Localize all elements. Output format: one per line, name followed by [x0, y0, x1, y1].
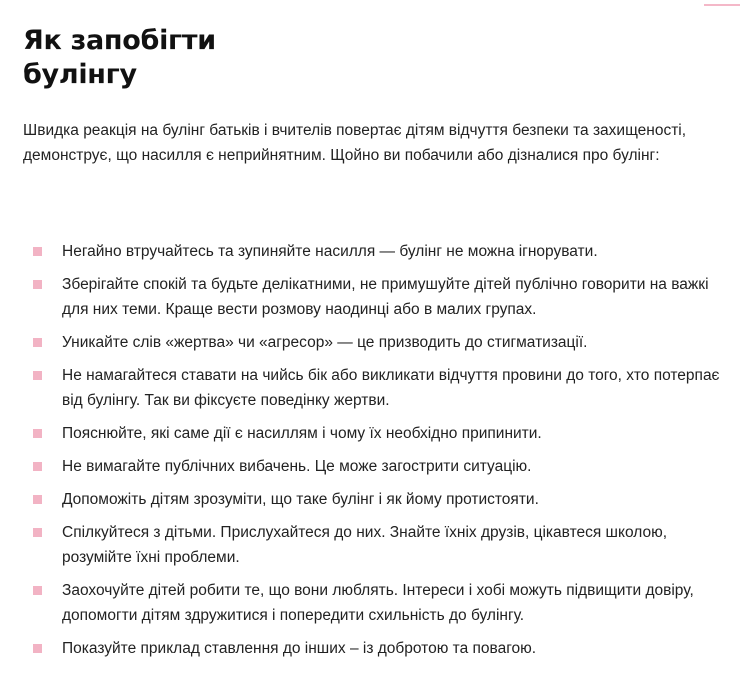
tip-item — [23, 272, 723, 322]
square-bullet-icon — [33, 280, 42, 289]
square-bullet-icon — [33, 495, 42, 504]
square-bullet-icon — [33, 338, 42, 347]
square-bullet-icon — [33, 429, 42, 438]
tips-list — [23, 239, 723, 669]
tip-item — [23, 454, 723, 479]
tip-text: Уникайте слів «жертва» чи «агресор» — це призводить до стигматизації. — [62, 334, 588, 351]
tip-item — [23, 578, 723, 628]
tip-item — [23, 520, 723, 570]
intro-paragraph: Швидка реакція на булінг батьків і вчителів повертає дітям відчуття безпеки та захищеності, демонструє, що насилля є неприйнятним. Щойно ви побачили або дізналися про булінг: — [23, 122, 687, 164]
square-bullet-icon — [33, 586, 42, 595]
top-accent-line — [704, 4, 740, 6]
tip-text: Пояснюйте, які саме дії є насиллям і чому їх необхідно припинити. — [62, 425, 542, 442]
page-title-line-2: булінгу — [23, 59, 137, 90]
page-title-line-1: Як запобігти — [23, 25, 216, 56]
tip-item — [23, 363, 723, 413]
tip-text: Не вимагайте публічних вибачень. Це може загострити ситуацію. — [62, 458, 532, 475]
square-bullet-icon — [33, 462, 42, 471]
square-bullet-icon — [33, 247, 42, 256]
tip-text: Допоможіть дітям зрозуміти, що таке булінг і як йому протистояти. — [62, 491, 539, 508]
page-title — [23, 24, 423, 92]
tip-text: Заохочуйте дітей робити те, що вони люблять. Інтереси і хобі можуть підвищити довіру, допомогти дітям здружитися і попередити схильність до булінгу. — [62, 582, 694, 624]
tip-text: Негайно втручайтесь та зупиняйте насилля — булінг не можна ігнорувати. — [62, 243, 598, 260]
tip-item — [23, 330, 723, 355]
tip-item — [23, 487, 723, 512]
tip-text: Зберігайте спокій та будьте делікатними, не примушуйте дітей публічно говорити на важкі для них теми. Краще вести розмову наодинці або в малих групах. — [62, 276, 709, 318]
tip-item — [23, 636, 723, 661]
tip-item — [23, 239, 723, 264]
tip-item — [23, 421, 723, 446]
square-bullet-icon — [33, 371, 42, 380]
tip-text: Спілкуйтеся з дітьми. Прислухайтеся до них. Знайте їхніх друзів, цікавтеся школою, розумійте їхні проблеми. — [62, 524, 667, 566]
tip-text: Не намагайтеся ставати на чийсь бік або викликати відчуття провини до того, хто потерпає від булінгу. Так ви фіксуєте поведінку жертви. — [62, 367, 720, 409]
tip-text: Показуйте приклад ставлення до інших – із добротою та повагою. — [62, 640, 537, 657]
square-bullet-icon — [33, 644, 42, 653]
square-bullet-icon — [33, 528, 42, 537]
